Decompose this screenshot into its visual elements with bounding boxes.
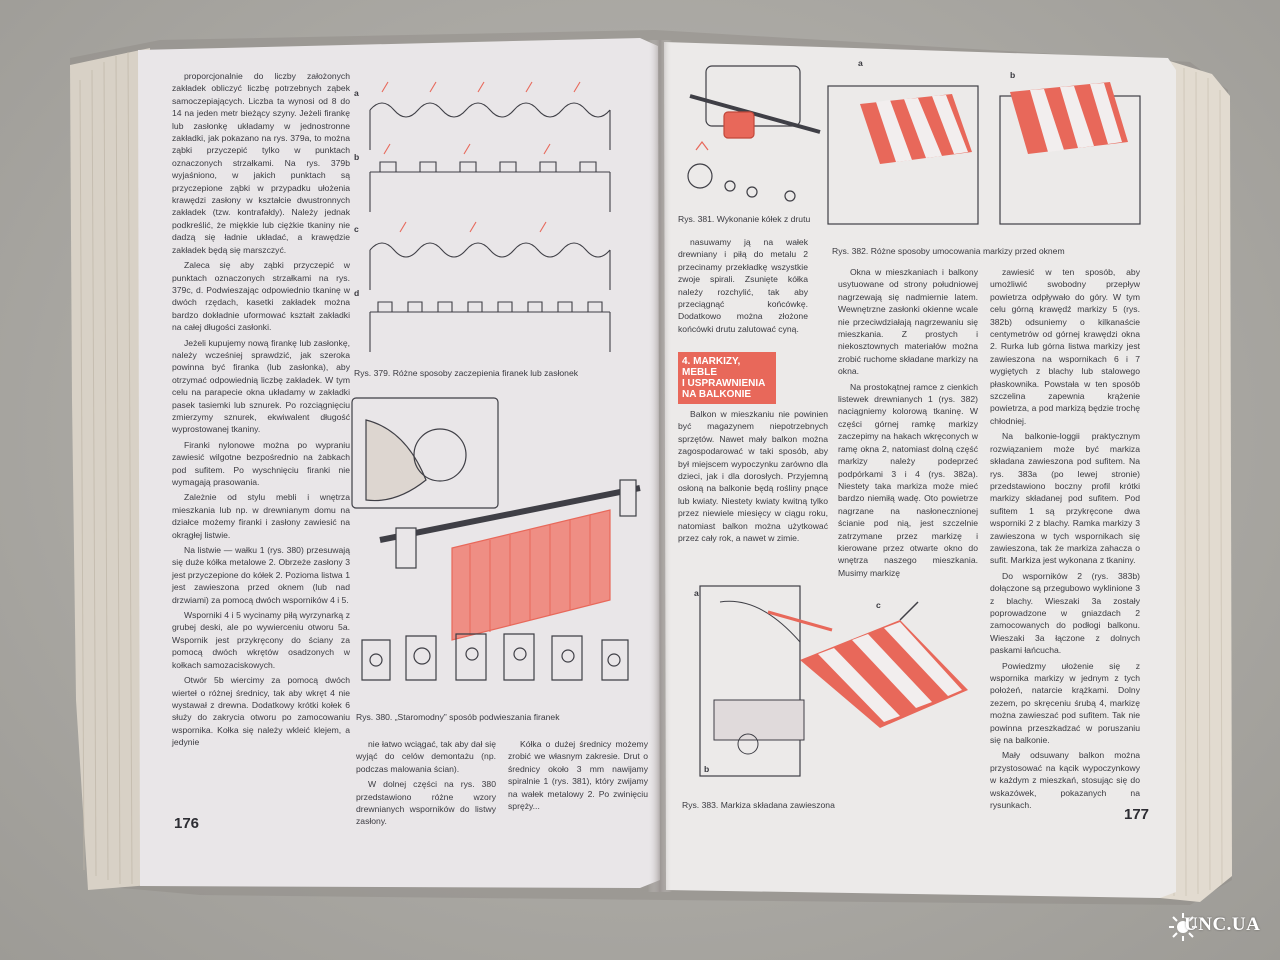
right-column (838, 266, 978, 582)
section-heading-line-3: NA BALKONIE (682, 389, 752, 400)
section-heading-line-2: I USPRAWNIENIA (682, 378, 766, 389)
figure-379-label-b: b (354, 152, 360, 162)
left-paragraph-4: Firanki nylonowe można po wypraniu zawiesić wilgotne bezpośrednio na żabkach pod sufitem. Po wyschnięciu firanki nie wymagają prasowania. (172, 439, 350, 487)
far-right-paragraph-3: Do wsporników 2 (rys. 383b) dołączone są przegubowo wyklinione 3 z blachy. Wieszaki 3a zostały poprowadzone w gniazdach 2 zamocowanych do podłogi balkonu. Wieszaki 3a łączone z dolnych paskami łańcucha. (990, 570, 1140, 656)
figure-383-caption: Rys. 383. Markiza składana zawieszona (682, 800, 835, 810)
right-mid-column (678, 408, 828, 547)
page-number-right: 177 (1124, 806, 1150, 823)
right-intro-paragraph: nasuwamy ją na wałek drewniany i piłą do metalu 2 przecinamy przekładkę wszystkie zwoje spirali. Zsunięte kółka należy rozchylić, tak aby przeciągnąć końcówkę. Dodatkowo można złożone końcówki drutu zalutować cyną. (678, 237, 808, 334)
left-paragraph-7: Wsporniki 4 i 5 wycinamy piłą wyrzynarką z grubej deski, ale po wywierceniu otworu 5a. Wspornik jest przykręcony do ściany za pomocą dwóch wkrętów osadzonych w kołkach samozaciskowych. (172, 610, 350, 670)
figure-382-label-b: b (1010, 70, 1016, 80)
left-bottom-paragraph-2: W dolnej części na rys. 380 przedstawiono różne wzory drewnianych wsporników do listwy zasłony. (356, 779, 496, 827)
figure-382-caption: Rys. 382. Różne sposoby umocowania markizy przed oknem (832, 246, 1065, 256)
watermark-text: UNC.UA (1184, 914, 1261, 935)
right-mid-paragraph: Balkon w mieszkaniu nie powinien być magazynem niepotrzebnych sprzętów. Nawet mały balkon można zagospodarować w taki sposób, aby był miejscem wypoczynku zarówno dla dzieci, jak i dla dorosłych. Przyjemną osłoną na balkonie będą rośliny pnące lub kwiaty. Niestety kwiaty kwitną tylko przez niewiele miesięcy w ciągu roku, natomiast balkon można użytkować przez cały rok, a nawet w zimie. (678, 409, 828, 544)
left-paragraph-6: Na listwie — wałku 1 (rys. 380) przesuwają się duże kółka metalowe 2. Obrzeże zasłony 3 jest przyczepione do kółek 2. Pozioma listwa 1 jest zawieszona przed oknem (lub nad drzwiami) za pomocą dwóch wsporników 4 i 5. (172, 545, 350, 605)
watermark-logo (1168, 898, 1280, 960)
far-right-paragraph-5: Mały odsuwany balkon można przystosować na kącik wypoczynkowy w każdym z mieszkań, stosując się do wskazówek, pokazanych na rysunkach. (990, 750, 1140, 811)
section-heading-line-1: 4. MARKIZY, MEBLE (682, 356, 741, 378)
figure-383-label-a: a (694, 588, 699, 598)
page-number-left: 176 (174, 815, 200, 832)
far-right-paragraph-4: Powiedzmy ułożenie się z wspornika markizy w jednym z tych położeń, natarcie krążkami. Dolny zezem, po skręceniu śrubą 4, markizę można zawieszać pod sufitem. Tak nie powinna przeszkadzać w poruszaniu się na balkonie. (990, 660, 1140, 746)
right-paragraph-2: Na prostokątnej ramce z cienkich listewek drewnianych 1 (rys. 382) naciągniemy kolorową tkaninę. W części górnej ramkę markizy zaczepimy na hakach wkręconych w ramę okna 2, natomiast dolną część markizy należy podeprzeć podpórkami 3 i 4 (rys. 382a). Niestety taka markiza może mieć bardzo niemiłą wadę. Oto powietrze nagrzane na nasłonecznionej ścianie pod nią, jest szczelnie zatrzymane przez markizę i kierowane przez otwarte okno do wnętrza naszego mieszkania. Musimy markizę (838, 381, 978, 578)
left-bottom-paragraph: nie łatwo wciągać, tak aby dał się wyjąć do celów demontażu (np. podczas malowania ścian). (356, 739, 496, 774)
left-page-column (172, 70, 350, 752)
figure-382-label-a: a (858, 58, 863, 68)
figure-380-caption: Rys. 380. „Staromodny” sposób podwieszania firanek (356, 712, 560, 722)
left-paragraph-5: Zależnie od stylu mebli i wnętrza mieszkania lub np. w drewnianym domu na działce możemy firanki i zasłony zawiesić na okrągłej listwie. (172, 492, 350, 540)
figure-379-label-c: c (354, 224, 359, 234)
section-heading (678, 352, 776, 404)
left-paragraph-8: Otwór 5b wiercimy za pomocą dwóch wierteł o różnej średnicy, tak aby wkręt 4 nie wystawał z drewna. Dodatkowy krótki kołek 6 służy do zakrycia otworu po zamocowaniu wspornika. Kołka się należy wkleić klejem, a jedynie (172, 675, 350, 748)
figure-379-label-a: a (354, 88, 359, 98)
left-paragraph-3: Jeżeli kupujemy nową firankę lub zasłonkę, należy wcześniej sprawdzić, jak szeroka powinna być firanka (lub zasłonka), aby otrzymać odpowiednią liczbę zakładek. W tym celu na parapecie okna układamy w zakładki pasek tasiemki lub sznurek. Po rozciągnięciu zmierzymy sznurek, ekwiwalent długość wyprostowanej tkaniny. (172, 337, 350, 435)
figure-379-caption: Rys. 379. Różne sposoby zaczepienia firanek lub zasłonek (354, 368, 579, 378)
left-paragraph-1: proporcjonalnie do liczby założonych zakładek obliczyć liczbę potrzebnych ząbek samoczepiających. Liczba ta wynosi od 8 do 14 na jeden metr bieżący szyny. Jeżeli firankę lub zasłonkę układamy w jednostronne zakładki, jak pokazano na rys. 379a, to można ząbki przyczepić tylko w punktach oznaczonych strzałkami. Na rys. 379b wyjaśniono, w jakich punktach są przyczepione ząbki w przypadku ułożenia krawędzi zasłony w kształcie dwustronnych zakładek (tzw. kontrafałdy). Należy jednak podkreślić, że miękkie lub ciężkie tkaniny nie dadzą się ładnie układać, a krawędzie zakładek będą się marszczyć. (172, 71, 350, 255)
left-bottom-text-1 (356, 738, 496, 831)
figure-379-label-d: d (354, 288, 360, 298)
figure-381-caption: Rys. 381. Wykonanie kółek z drutu (678, 214, 811, 224)
left-paragraph-2: Zaleca się aby ząbki przyczepić w punktach oznaczonych strzałkami na rys. 379c, d. Podwieszając odpowiednio tkaninę w dwóch rzędach, kasetki zakładek można bardzo dokładnie uformować kształt zakładki na całej długości zasłonki. (172, 260, 350, 333)
far-right-column (990, 266, 1140, 814)
left-bottom-right-paragraph: Kółka o dużej średnicy możemy zrobić we własnym zakresie. Drut o średnicy około 3 mm nawijamy spiralnie 1 (rys. 381), który zwijamy na wałek metalowy 2. Po zwinięciu spręży... (508, 739, 648, 812)
figure-383-label-c: c (876, 600, 881, 610)
right-intro-column (678, 236, 808, 338)
left-bottom-text-2 (508, 738, 648, 815)
right-paragraph-1: Okna w mieszkaniach i balkony usytuowane od strony południowej nagrzewają się nadmiernie latem. Wewnętrzne zasłonki okienne wcale nie przeciwdziałają nagrzewaniu się mieszkania. Z prostych i niekosztownych materiałów można zrobić ruchome składane markizy na okna. (838, 267, 978, 377)
far-right-paragraph-2: Na balkonie-loggii praktycznym rozwiązaniem może być markiza składana zawieszona pod sufitem. Na rys. 383a (po lewej stronie) przedstawiono boczny profil krótki markizy składanej pod sufitem. Pod sufitem 1 są przykręcone dwa wsporniki 2 z blachy. Ramka markizy 3 zawieszona w tych wspornikach się zawieszona, tak że markiza zahacza o sufit. Markiza jest wykonana z tkaniny. (990, 431, 1140, 566)
figure-383-label-b: b (704, 764, 710, 774)
far-right-paragraph-1: zawiesić w ten sposób, aby umożliwić swobodny przepływ powietrza odpływało do góry. W tym celu górną krawędź markizy 5 (rys. 382b) odsuniemy o kilkanaście centymetrów od górnej krawędzi okna 2. Rurka lub górna listwa markizy jest zawieszona na wspornikach 6 i 7 wygiętych z blachy lub stalowego płaskownika. Powstała w ten sposób szczelina zapewnia krążenie powietrza, a pod markizą będzie trochę chłodniej. (990, 267, 1140, 426)
